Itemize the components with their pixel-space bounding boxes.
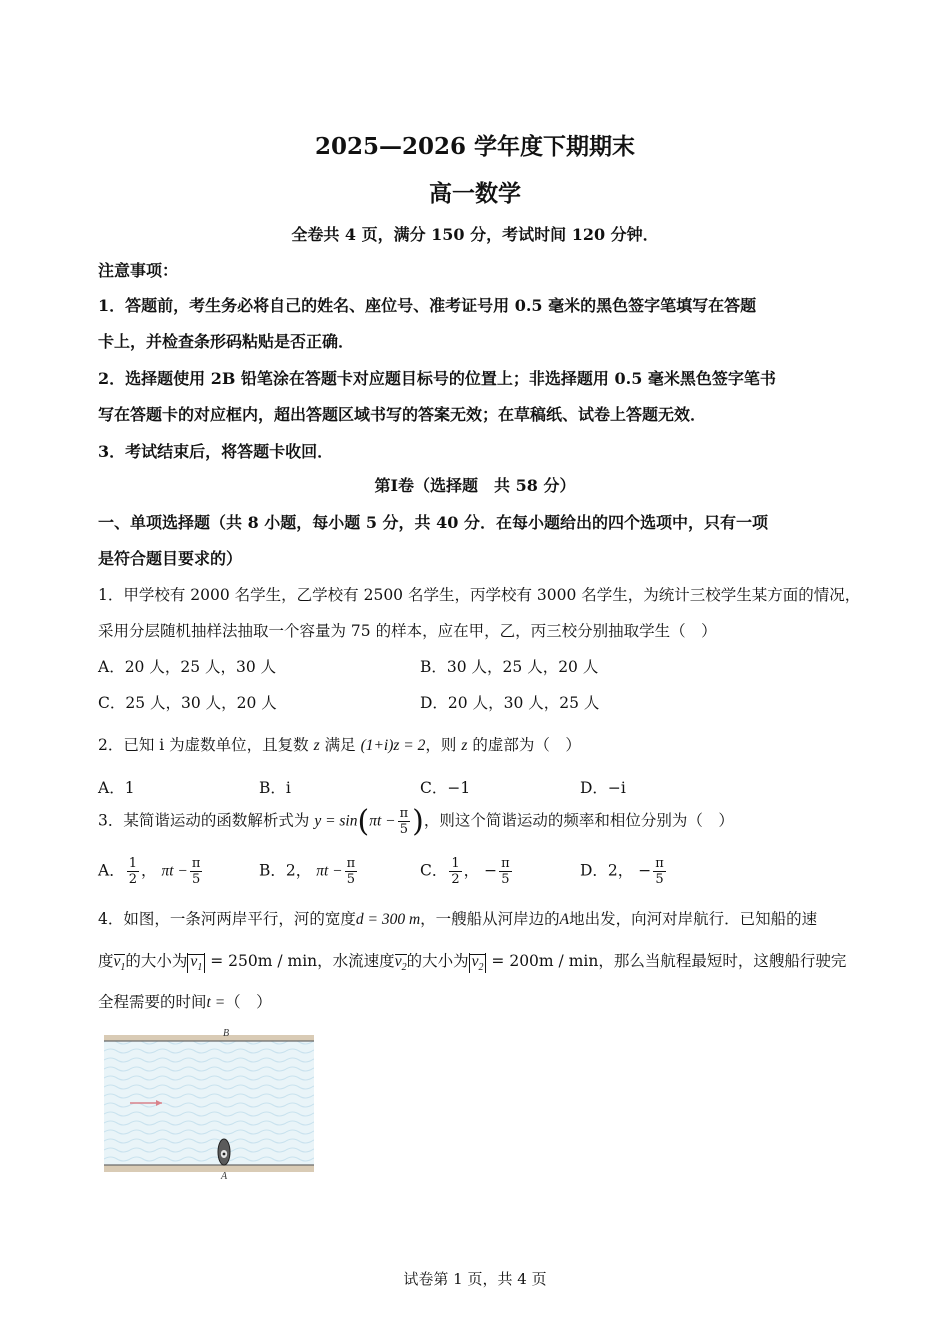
q2-option-d: D．−i <box>580 779 626 797</box>
exam-info: 全卷共 4 页，满分 150 分，考试时间 120 分钟． <box>291 225 659 244</box>
q2-post2: 的虚部为（ ） <box>472 736 581 754</box>
q2-post: ，则 <box>425 736 457 754</box>
q2-option-a: A．1 <box>98 779 135 797</box>
boat-icon <box>218 1139 230 1165</box>
q1-text-a: 1．甲学校有 2000 名学生，乙学校有 2500 名学生，丙学校有 3000 名学生，为统计三校学生某方面的情况， <box>98 586 861 604</box>
q4-text-c: 全程需要的时间t =（ ） <box>98 993 272 1011</box>
q2-equation: (1+i)z = 2 <box>360 737 426 754</box>
q3-option-a: A． $\frac{1}{2}$ ， πt − $\frac{\pi}{5}$ <box>98 856 201 887</box>
notes-heading: 注意事项： <box>98 261 179 280</box>
section-intro-b: 是符合题目要求的） <box>98 549 243 568</box>
q1-option-d: D．20 人，30 人，25 人 <box>420 694 600 712</box>
q3-func: y = sin <box>314 812 358 830</box>
q2-var-z: z <box>313 737 320 754</box>
q3-paren-close: ) <box>412 804 424 839</box>
q2-option-b: B．i <box>259 779 291 797</box>
q2-pre: 2．已知 i 为虚数单位，且复数 <box>98 736 309 754</box>
note-3: 3．考试结束后，将答题卡收回． <box>98 442 334 461</box>
bank-top <box>104 1035 314 1041</box>
section-intro-a: 一、单项选择题（共 8 小题，每小题 5 分，共 40 分．在每小题给出的四个选项中，只有一项 <box>98 513 768 532</box>
river-figure <box>104 1028 314 1180</box>
q3-arg: πt − <box>369 812 396 830</box>
label-b: B <box>223 1028 230 1039</box>
page-footer: 试卷第 1 页，共 4 页 <box>403 1270 547 1288</box>
q2-mid: 满足 <box>324 736 356 754</box>
river-diagram <box>104 1028 314 1180</box>
q3-option-c: C． $\frac{1}{2}$ ， − $\frac{\pi}{5}$ <box>420 856 510 887</box>
label-a: A <box>221 1171 228 1180</box>
q1-option-c: C．25 人，30 人，20 人 <box>98 694 277 712</box>
part-title: 第Ⅰ卷（选择题 共 58 分） <box>374 476 576 495</box>
note-1b: 卡上，并检查条形码粘贴是否正确． <box>98 332 355 351</box>
note-2b: 写在答题卡的对应框内，超出答题区域书写的答案无效；在草稿纸、试卷上答题无效． <box>98 405 707 424</box>
exam-subject: 高一数学 <box>429 180 521 207</box>
q4-text-b: 度$v_1$的大小为 $v_1 = 250m / \min$，水流速度$v_2$的大小为 $v_2 = 200m / \min$，那么当航程最短时，这艘船行驶完 <box>98 952 847 974</box>
q3-option-b: B．2， πt − $\frac{\pi}{5}$ <box>259 856 356 887</box>
q2-stem <box>98 733 581 755</box>
q1-option-b: B．30 人，25 人，20 人 <box>420 658 599 676</box>
q3-option-d: D．2， − $\frac{\pi}{5}$ <box>580 856 664 887</box>
q2-option-c: C．−1 <box>420 779 471 797</box>
q3-paren-open: ( <box>357 804 370 839</box>
q2-var-z2: z <box>461 737 468 754</box>
q3-post: ，则这个简谐运动的频率和相位分别为（ ） <box>423 811 734 830</box>
note-1a: 1．答题前，考生务必将自己的姓名、座位号、准考证号用 0.5 毫米的黑色签字笔填写在答题 <box>98 296 757 315</box>
note-2a: 2．选择题使用 2B 铅笔涂在答题卡对应题目标号的位置上；非选择题用 0.5 毫米黑色签字笔书 <box>98 369 776 388</box>
q1-option-a: A．20 人，25 人，30 人 <box>98 658 277 676</box>
q1-text-b: 采用分层随机抽样法抽取一个容量为 75 的样本，应在甲，乙，丙三校分别抽取学生（ ） <box>98 622 717 640</box>
bank-bottom <box>104 1165 314 1172</box>
q3-pre: 3．某简谐运动的函数解析式为 <box>98 811 310 830</box>
exam-title: 2025—2026 学年度下期期末 <box>314 133 636 160</box>
q3-pi-over-5: $\frac{\pi}{5}$ <box>399 806 409 837</box>
q4-text-a: 4．如图，一条河两岸平行，河的宽度d = 300 m，一艘船从河岸边的A地出发，向河对岸航行．已知船的速 <box>98 910 818 928</box>
q3-stem <box>98 804 734 839</box>
